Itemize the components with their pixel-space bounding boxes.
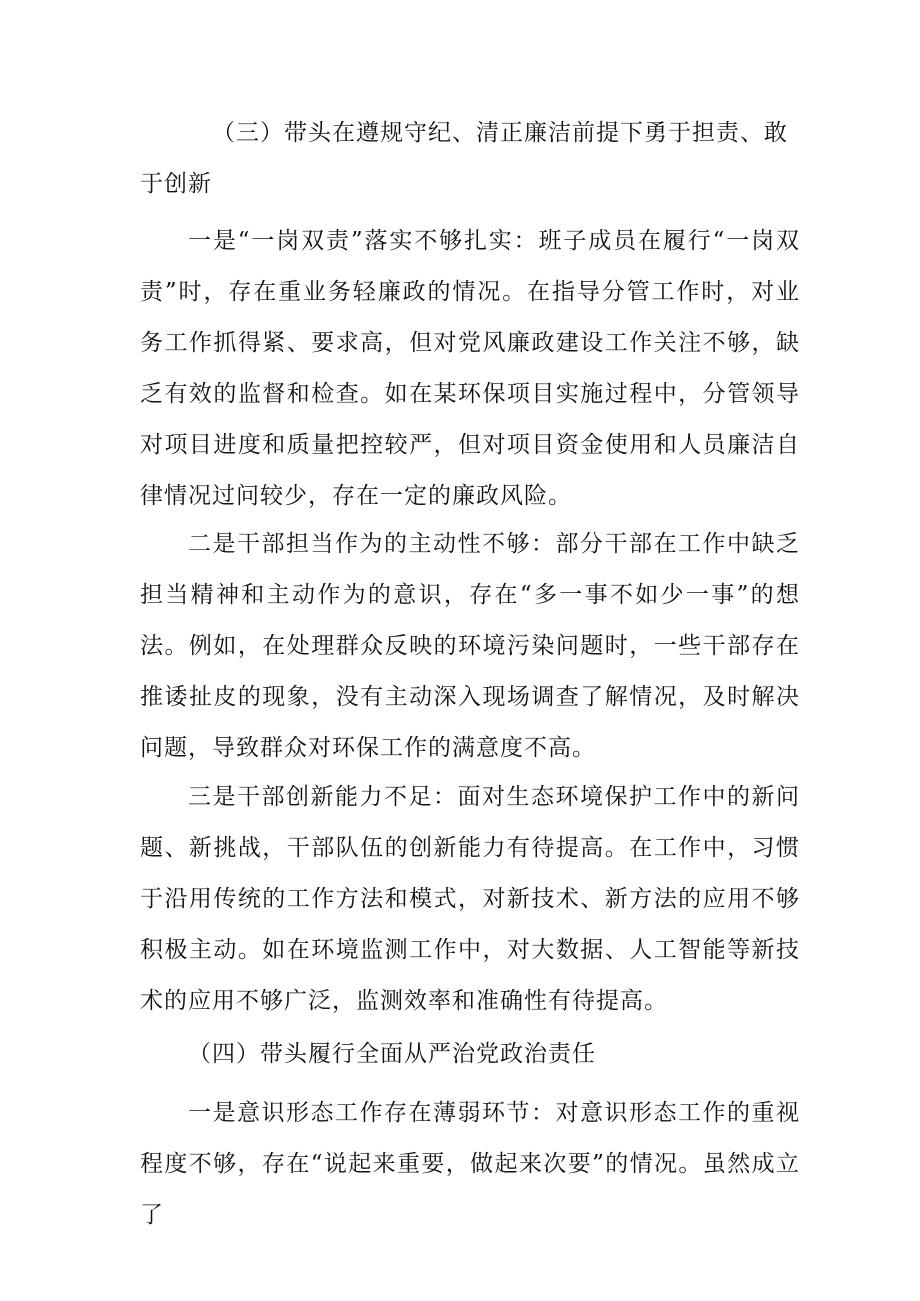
section-4-heading: （四）带头履行全面从严治党政治责任 xyxy=(188,1041,596,1067)
section-3-paragraph-2: 二是干部担当作为的主动性不够：部分干部在工作中缺乏担当精神和主动作为的意识，存在“多一事不如少一事”的想法。例如，在处理群众反映的环境污染问题时，一些干部存在推诿扯皮的现象，没有主动深入现场调查了解情况，及时解决问题，导致群众对环保工作的满意度不高。 xyxy=(140,531,800,761)
section-4-paragraph-1: 一是意识形态工作存在薄弱环节：对意识形态工作的重视程度不够，存在“说起来重要，做起来次要”的情况。虽然成立了 xyxy=(140,1100,800,1228)
section-3-paragraph-1: 一是“一岗双责”落实不够扎实：班子成员在履行“一岗双责”时，存在重业务轻廉政的情况。在指导分管工作时，对业务工作抓得紧、要求高，但对党风廉政建设工作关注不够，缺乏有效的监督和检查。如在某环保项目实施过程中，分管领导对项目进度和质量把控较严，但对项目资金使用和人员廉洁自律情况过问较少，存在一定的廉政风险。 xyxy=(140,228,800,509)
section-3-heading: （三）带头在遵规守纪、清正廉洁前提下勇于担责、敢于创新 xyxy=(140,120,788,197)
section-3-paragraph-3: 三是干部创新能力不足：面对生态环境保护工作中的新问题、新挑战，干部队伍的创新能力有待提高。在工作中，习惯于沿用传统的工作方法和模式，对新技术、新方法的应用不够积极主动。如在环境监测工作中，对大数据、人工智能等新技术的应用不够广泛，监测效率和准确性有待提高。 xyxy=(140,784,800,1014)
